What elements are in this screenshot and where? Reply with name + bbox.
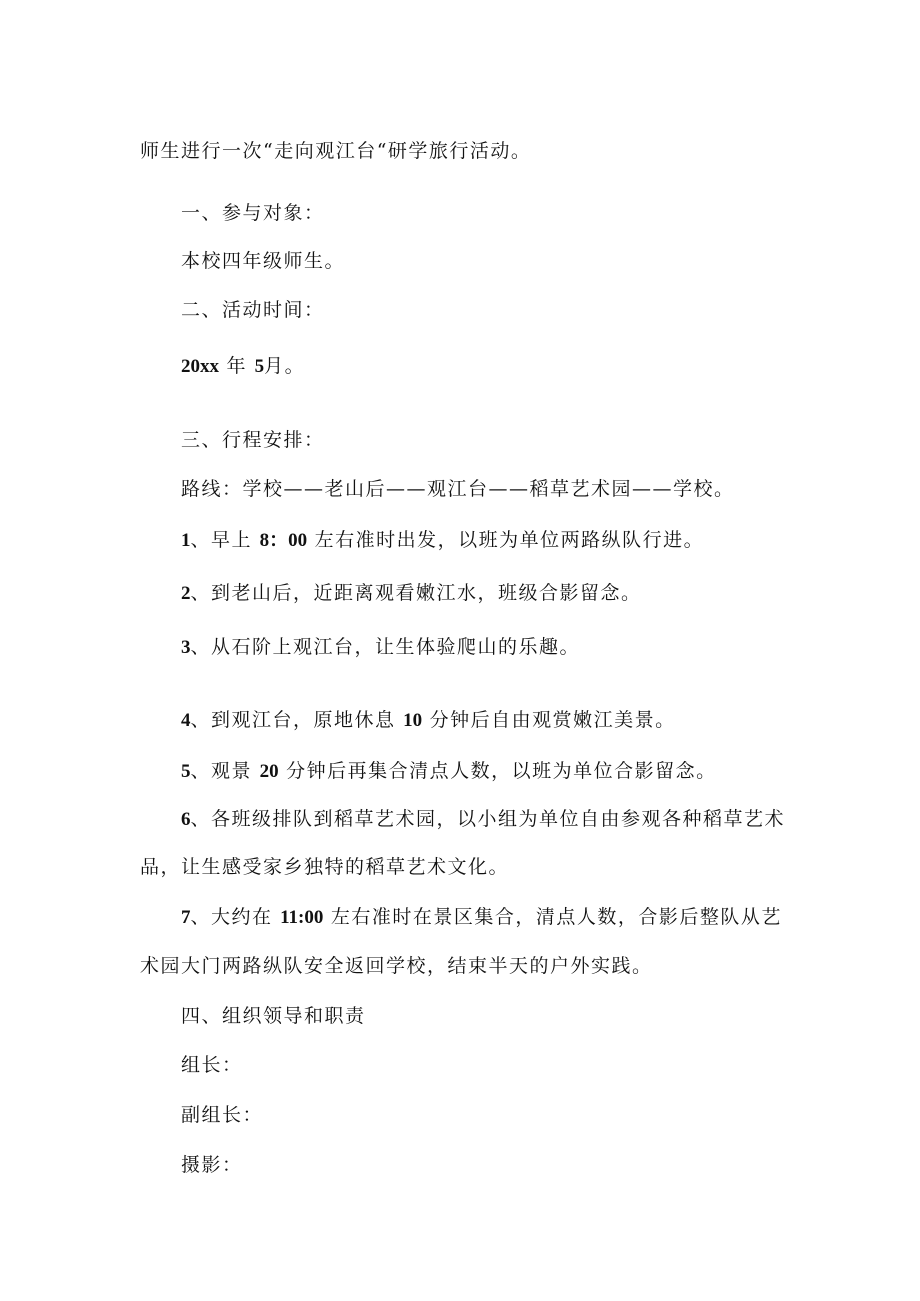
section-4-heading: 四、组织领导和职责 xyxy=(181,1005,366,1027)
step-time: 11:00 xyxy=(280,907,324,928)
month-value: 5 xyxy=(254,356,265,377)
section-2-body xyxy=(181,354,305,379)
step-number: 6 xyxy=(181,809,191,830)
photography-label: 摄影： xyxy=(181,1154,243,1176)
year-value: 20xx xyxy=(181,356,219,377)
step-time: 8：00 xyxy=(259,530,308,551)
section-3-heading: 三、行程安排： xyxy=(181,429,325,451)
year-unit: 年 xyxy=(226,355,248,377)
step-5 xyxy=(181,759,717,784)
step-7-line-2: 术园大门两路纵队安全返回学校，结束半天的户外实践。 xyxy=(140,955,653,977)
section-2-heading: 二、活动时间： xyxy=(181,299,325,321)
step-text: 分钟后再集合清点人数，以班为单位合影留念。 xyxy=(286,760,717,782)
step-separator: 、 xyxy=(190,636,212,658)
step-number: 3 xyxy=(181,637,191,658)
deputy-leader-label: 副组长： xyxy=(181,1104,264,1126)
step-text: 到老山后，近距离观看嫩江水，班级合影留念。 xyxy=(211,582,642,604)
step-separator: 、 xyxy=(190,709,212,731)
step-7-line-1 xyxy=(181,905,782,930)
step-6-line-1 xyxy=(181,807,785,832)
step-number: 4 xyxy=(181,710,191,731)
step-text: 大约在 xyxy=(211,906,273,928)
step-text: 早上 xyxy=(211,529,253,551)
step-text: 到观江台，原地休息 xyxy=(211,709,396,731)
step-1 xyxy=(181,528,704,553)
step-value: 20 xyxy=(259,761,279,782)
step-4 xyxy=(181,708,676,733)
month-unit: 月。 xyxy=(264,355,306,377)
leader-label: 组长： xyxy=(181,1054,243,1076)
step-text: 分钟后自由观赏嫩江美景。 xyxy=(429,709,676,731)
step-value: 10 xyxy=(403,710,423,731)
intro-paragraph-tail: 师生进行一次“走向观江台“研学旅行活动。 xyxy=(140,140,532,162)
step-separator: 、 xyxy=(190,808,212,830)
step-number: 1 xyxy=(181,530,191,551)
step-separator: 、 xyxy=(190,582,212,604)
step-2 xyxy=(181,581,642,606)
step-separator: 、 xyxy=(190,906,212,928)
step-separator: 、 xyxy=(190,760,212,782)
step-separator: 、 xyxy=(190,529,212,551)
step-number: 2 xyxy=(181,583,191,604)
step-6-line-2: 品，让生感受家乡独特的稻草艺术文化。 xyxy=(140,856,510,878)
step-text: 从石阶上观江台，让生体验爬山的乐趣。 xyxy=(211,636,581,658)
step-number: 5 xyxy=(181,761,191,782)
step-text: 左右准时在景区集合，清点人数，合影后整队从艺 xyxy=(330,906,782,928)
section-1-body: 本校四年级师生。 xyxy=(181,250,346,272)
section-1-heading: 一、参与对象： xyxy=(181,202,325,224)
step-text: 观景 xyxy=(211,760,253,782)
step-number: 7 xyxy=(181,907,191,928)
step-text: 各班级排队到稻草艺术园，以小组为单位自由参观各种稻草艺术 xyxy=(211,808,786,830)
route-line: 路线：学校——老山后——观江台——稻草艺术园——学校。 xyxy=(181,478,735,500)
step-3 xyxy=(181,635,580,660)
step-text: 左右准时出发，以班为单位两路纵队行进。 xyxy=(314,529,705,551)
